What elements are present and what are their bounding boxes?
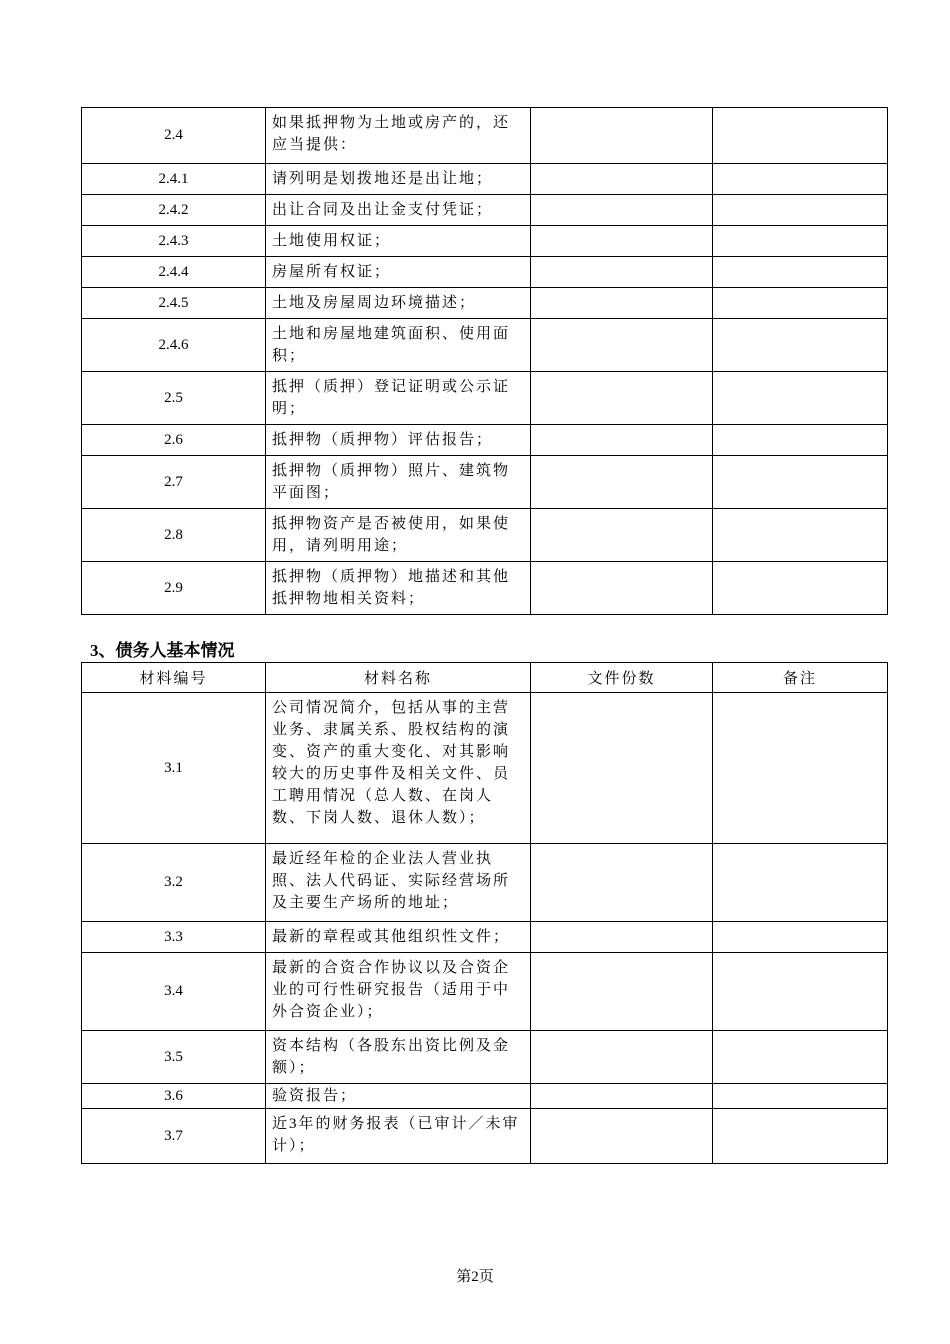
copies-cell bbox=[531, 195, 713, 226]
material-name: 最新的章程或其他组织性文件； bbox=[266, 922, 531, 953]
collateral-materials-table bbox=[81, 107, 888, 615]
header-copies: 文件份数 bbox=[531, 663, 713, 693]
row-number: 2.4.5 bbox=[82, 288, 266, 319]
copies-cell bbox=[531, 372, 713, 425]
material-name: 土地和房屋地建筑面积、使用面积； bbox=[266, 319, 531, 372]
page-number: 第2页 bbox=[456, 1269, 494, 1285]
remark-cell bbox=[713, 562, 888, 615]
material-name: 抵押物（质押物）照片、建筑物平面图； bbox=[266, 456, 531, 509]
copies-cell bbox=[531, 922, 713, 953]
material-name: 抵押（质押）登记证明或公示证明； bbox=[266, 372, 531, 425]
remark-cell bbox=[713, 108, 888, 164]
remark-cell bbox=[713, 425, 888, 456]
remark-cell bbox=[713, 226, 888, 257]
copies-cell bbox=[531, 953, 713, 1031]
debtor-materials-table bbox=[81, 662, 888, 1164]
table-row bbox=[82, 922, 888, 953]
remark-cell bbox=[713, 319, 888, 372]
row-number: 2.4 bbox=[82, 108, 266, 164]
remark-cell bbox=[713, 844, 888, 922]
table-row bbox=[82, 1031, 888, 1084]
row-number: 2.9 bbox=[82, 562, 266, 615]
copies-cell bbox=[531, 164, 713, 195]
remark-cell bbox=[713, 288, 888, 319]
row-number: 2.4.2 bbox=[82, 195, 266, 226]
material-name: 抵押物资产是否被使用，如果使用，请列明用途； bbox=[266, 509, 531, 562]
table-row bbox=[82, 108, 888, 164]
table-row bbox=[82, 195, 888, 226]
row-number: 2.6 bbox=[82, 425, 266, 456]
header-remark: 备注 bbox=[713, 663, 888, 693]
copies-cell bbox=[531, 108, 713, 164]
copies-cell bbox=[531, 319, 713, 372]
table-row bbox=[82, 288, 888, 319]
material-name: 土地及房屋周边环境描述； bbox=[266, 288, 531, 319]
material-name: 请列明是划拨地还是出让地； bbox=[266, 164, 531, 195]
table-row bbox=[82, 562, 888, 615]
table-row bbox=[82, 844, 888, 922]
row-number: 3.1 bbox=[82, 693, 266, 844]
table-row bbox=[82, 425, 888, 456]
material-name: 抵押物（质押物）地描述和其他抵押物地相关资料； bbox=[266, 562, 531, 615]
row-number: 3.5 bbox=[82, 1031, 266, 1084]
remark-cell bbox=[713, 1109, 888, 1164]
material-name: 出让合同及出让金支付凭证； bbox=[266, 195, 531, 226]
material-name: 公司情况简介，包括从事的主营业务、隶属关系、股权结构的演变、资产的重大变化、对其影响较大的历史事件及相关文件、员工聘用情况（总人数、在岗人数、下岗人数、退休人数）； bbox=[266, 693, 531, 844]
table-row bbox=[82, 953, 888, 1031]
row-number: 3.3 bbox=[82, 922, 266, 953]
copies-cell bbox=[531, 693, 713, 844]
copies-cell bbox=[531, 226, 713, 257]
material-name: 土地使用权证； bbox=[266, 226, 531, 257]
row-number: 3.7 bbox=[82, 1109, 266, 1164]
row-number: 2.8 bbox=[82, 509, 266, 562]
copies-cell bbox=[531, 1031, 713, 1084]
copies-cell bbox=[531, 288, 713, 319]
table-row bbox=[82, 319, 888, 372]
material-name: 最新的合资合作协议以及合资企业的可行性研究报告（适用于中外合资企业）； bbox=[266, 953, 531, 1031]
row-number: 3.2 bbox=[82, 844, 266, 922]
row-number: 2.5 bbox=[82, 372, 266, 425]
material-name: 抵押物（质押物）评估报告； bbox=[266, 425, 531, 456]
row-number: 2.4.4 bbox=[82, 257, 266, 288]
remark-cell bbox=[713, 1084, 888, 1109]
remark-cell bbox=[713, 164, 888, 195]
remark-cell bbox=[713, 195, 888, 226]
remark-cell bbox=[713, 372, 888, 425]
remark-cell bbox=[713, 922, 888, 953]
remark-cell bbox=[713, 693, 888, 844]
header-material-number: 材料编号 bbox=[82, 663, 266, 693]
copies-cell bbox=[531, 257, 713, 288]
table-row bbox=[82, 372, 888, 425]
row-number: 2.4.6 bbox=[82, 319, 266, 372]
material-name: 房屋所有权证； bbox=[266, 257, 531, 288]
copies-cell bbox=[531, 844, 713, 922]
table-row bbox=[82, 257, 888, 288]
table-row bbox=[82, 1109, 888, 1164]
material-name: 验资报告； bbox=[266, 1084, 531, 1109]
table-row bbox=[82, 164, 888, 195]
row-number: 3.6 bbox=[82, 1084, 266, 1109]
material-name: 如果抵押物为土地或房产的，还应当提供： bbox=[266, 108, 531, 164]
remark-cell bbox=[713, 1031, 888, 1084]
section-title: 3、债务人基本情况 bbox=[90, 641, 235, 660]
row-number: 2.7 bbox=[82, 456, 266, 509]
row-number: 2.4.1 bbox=[82, 164, 266, 195]
copies-cell bbox=[531, 509, 713, 562]
copies-cell bbox=[531, 425, 713, 456]
copies-cell bbox=[531, 1084, 713, 1109]
copies-cell bbox=[531, 456, 713, 509]
table-row bbox=[82, 693, 888, 844]
table-row bbox=[82, 226, 888, 257]
copies-cell bbox=[531, 1109, 713, 1164]
material-name: 近3年的财务报表（已审计／未审计）； bbox=[266, 1109, 531, 1164]
table-header-row bbox=[82, 663, 888, 693]
remark-cell bbox=[713, 456, 888, 509]
copies-cell bbox=[531, 562, 713, 615]
row-number: 2.4.3 bbox=[82, 226, 266, 257]
remark-cell bbox=[713, 257, 888, 288]
material-name: 资本结构（各股东出资比例及金额）； bbox=[266, 1031, 531, 1084]
remark-cell bbox=[713, 953, 888, 1031]
table-row bbox=[82, 509, 888, 562]
header-material-name: 材料名称 bbox=[266, 663, 531, 693]
material-name: 最近经年检的企业法人营业执照、法人代码证、实际经营场所及主要生产场所的地址； bbox=[266, 844, 531, 922]
table-row bbox=[82, 1084, 888, 1109]
table-row bbox=[82, 456, 888, 509]
remark-cell bbox=[713, 509, 888, 562]
row-number: 3.4 bbox=[82, 953, 266, 1031]
